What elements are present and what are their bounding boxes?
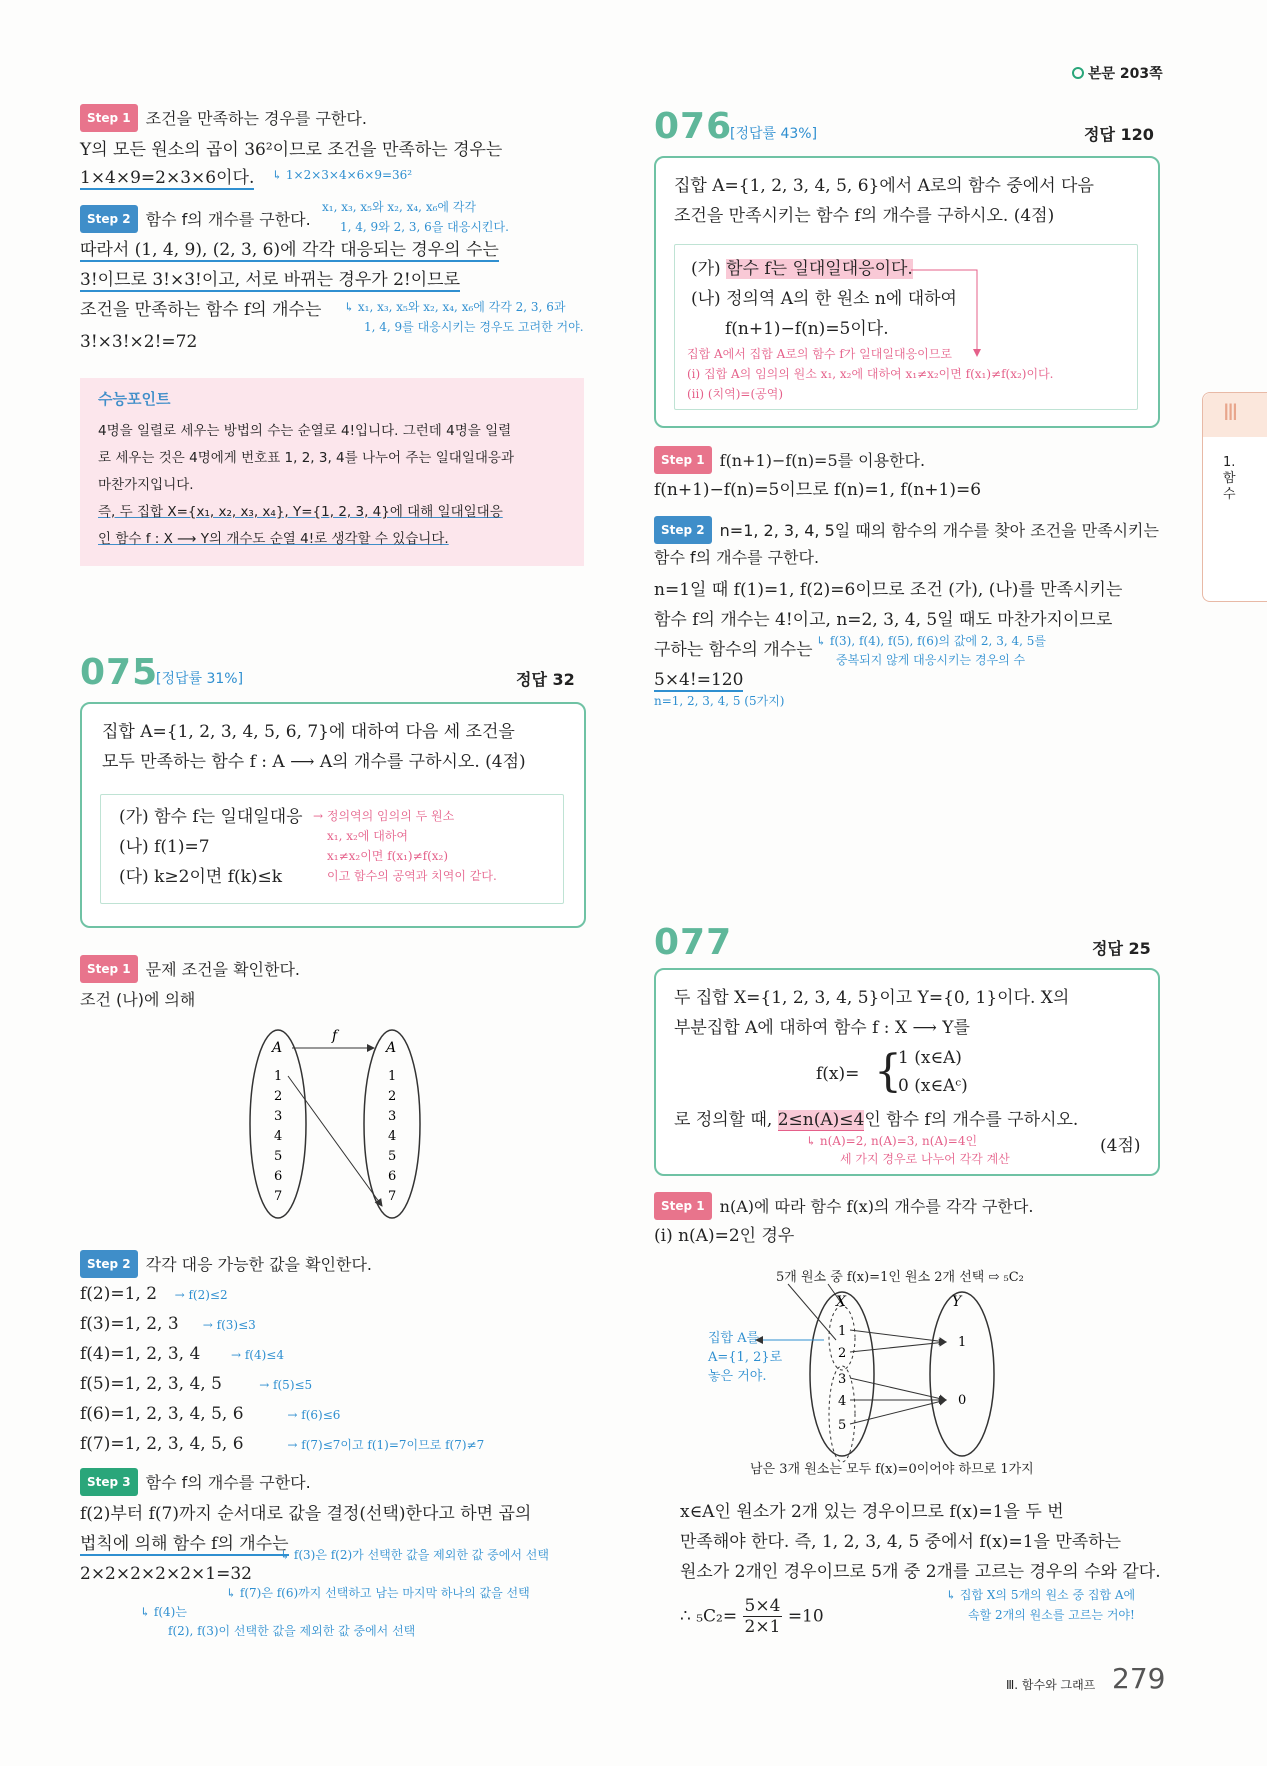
accuracy-rate: [정답률 43%]: [730, 126, 818, 142]
answer-label: 정답 32: [516, 670, 575, 689]
annotation-note: → f(2)≤2: [174, 1288, 228, 1302]
annotation-note: 1×2×3×4×6×9=36²: [285, 168, 413, 182]
problem-number: 075: [80, 652, 159, 693]
problem-box: [80, 702, 586, 928]
text-line: 조건 (나)에 의해: [80, 990, 196, 1009]
diagram-element: 4: [388, 1129, 397, 1144]
annotation-note: f(3), f(4), f(5), f(6)의 값에 2, 3, 4, 5를: [829, 634, 1046, 648]
text-line: 조건을 만족하는 함수 f의 개수는: [80, 300, 322, 320]
diagram-element: 7: [388, 1189, 397, 1204]
text-line: 2×2×2×2×2×1=32: [80, 1564, 252, 1584]
diagram-label-x: X: [836, 1294, 846, 1310]
problem-number: 077: [654, 922, 733, 963]
mapping-arrow: [850, 1330, 946, 1342]
circle-arrow-icon: [1072, 67, 1084, 79]
text-line: 구하는 함수의 개수는: [654, 640, 813, 660]
annotation-note: 1, 4, 9와 2, 3, 6을 대응시킨다.: [340, 220, 509, 234]
text-line: 함수 f의 개수는 4!이고, n=2, 3, 4, 5일 때도 마찬가지이므로: [654, 610, 1113, 630]
page-number: 279: [1112, 1662, 1166, 1695]
diagram-label-codomain: A: [386, 1040, 397, 1056]
annotation-note: 중복되지 않게 대응시키는 경우의 수: [836, 653, 1026, 667]
diagram-label-f: f: [332, 1028, 338, 1044]
step2-heading: Step 2 n=1, 2, 3, 4, 5일 때의 함수의 개수를 찾아 조건을 만족시키는: [654, 516, 1159, 544]
exam-point-line: 4명을 일렬로 세우는 방법의 수는 순열로 4!입니다. 그런데 4명을 일렬: [98, 423, 512, 439]
text-line: 법칙에 의해 함수 f의 개수는: [80, 1534, 289, 1554]
diagram-element: 3: [388, 1109, 397, 1124]
page-reference: 본문 203쪽: [1072, 63, 1163, 83]
chapter-tab[interactable]: [1202, 392, 1267, 602]
mapping-value-row: f(3)=1, 2, 3: [80, 1314, 179, 1334]
condition: (가) 함수 f는 일대일대응: [119, 807, 303, 827]
text-line: f(n+1)−f(n)=5이므로 f(n)=1, f(n+1)=6: [654, 480, 982, 500]
step2-heading: Step 2 각각 대응 가능한 값을 확인한다.: [80, 1250, 372, 1278]
diagram-element: 5: [274, 1149, 283, 1164]
step1-heading: Step 1 조건을 만족하는 경우를 구한다.: [80, 104, 367, 132]
annotation-note: f(4)는: [153, 1605, 187, 1619]
annotation-note: f(3)은 f(2)가 선택한 값을 제외한 값 중에서 선택: [293, 1548, 549, 1562]
annotation-note: → f(7)≤7이고 f(1)=7이므로 f(7)≠7: [287, 1438, 485, 1452]
diagram-element: 7: [274, 1189, 283, 1204]
diagram-element: 1: [838, 1324, 847, 1339]
annotation-note: → f(5)≤5: [259, 1378, 313, 1392]
chapter-title: 1. 함수: [1223, 455, 1236, 502]
step1-heading: Step 1 f(n+1)−f(n)=5를 이용한다.: [654, 446, 925, 474]
annotation-note: x₁, x₃, x₅와 x₂, x₄, x₆에 각각 2, 3, 6과: [357, 300, 566, 314]
mapping-arrow: [850, 1378, 946, 1400]
mapping-value-row: f(2)=1, 2: [80, 1284, 158, 1304]
footer-chapter: Ⅲ. 함수와 그래프: [1006, 1678, 1096, 1692]
diagram-element: 2: [274, 1089, 283, 1104]
diagram-label-y: Y: [952, 1294, 962, 1310]
step1-heading: Step 1 n(A)에 따라 함수 f(x)의 개수를 각각 구한다.: [654, 1192, 1033, 1220]
problem-number: 076: [654, 106, 733, 147]
annotation-note: x₁≠x₂이면 f(x₁)≠f(x₂): [327, 849, 449, 863]
question-text: 집합 A={1, 2, 3, 4, 5, 6}에서 A로의 함수 중에서 다음: [674, 176, 1094, 196]
step1-heading: Step 1 문제 조건을 확인한다.: [80, 955, 300, 983]
piecewise-case: 1 (x∈A): [898, 1048, 962, 1068]
question-text: 조건을 만족시키는 함수 f의 개수를 구하시오. (4점): [674, 206, 1055, 226]
annotation-note: A={1, 2}로: [708, 1350, 783, 1365]
annotation-note: 세 가지 경우로 나누어 각각 계산: [840, 1152, 1010, 1166]
text-line: 원소가 2개인 경우이므로 5개 중 2개를 고르는 경우의 수와 같다.: [680, 1562, 1161, 1582]
step2-heading: Step 2 함수 f의 개수를 구한다.: [80, 205, 311, 233]
problem-box: 두 집합 X={1, 2, 3, 4, 5}이고 Y={0, 1}이다. X의 부분집합 A에 대하여 함수 f : X ⟶ Y를 f(x)= { 1 (x∈A) 0 (x∈Aᶜ) 로 정의할 때, 2≤n(A)≤4인 함수 f의 개수를 구하시오. ↳ n(A)=2, n(A)=3, n(A)=4인 세 가지 경우로 나누어 각각 계산 (4점): [654, 968, 1160, 1176]
piecewise-case: 0 (x∈Aᶜ): [898, 1076, 968, 1096]
text-line: 함수 f의 개수를 구한다.: [654, 548, 820, 567]
diagram-element: 3: [274, 1109, 283, 1124]
text-line: 3!×3!×2!=72: [80, 332, 198, 352]
annotation-note: n=1, 2, 3, 4, 5 (5가지): [654, 694, 785, 708]
conditions-box: (가) 함수 f는 일대일대응 (나) f(1)=7 (다) k≥2이면 f(k)≤k → 정의역의 임의의 두 원소 x₁, x₂에 대하여 x₁≠x₂이면 f(x₁)≠f(x₂) 이고 함수의 공역과 치역이 같다.: [100, 794, 564, 904]
annotation-note: 1, 4, 9를 대응시키는 경우도 고려한 거야.: [364, 320, 584, 334]
text-line: Y의 모든 원소의 곱이 36²이므로 조건을 만족하는 경우는: [80, 140, 503, 160]
annotation-note: 이고 함수의 공역과 치역이 같다.: [327, 869, 497, 883]
diagram-element: 6: [274, 1169, 283, 1184]
answer-label: 정답 25: [1092, 939, 1151, 958]
mapping-arrow: [850, 1400, 946, 1424]
step3-heading: Step 3 함수 f의 개수를 구한다.: [80, 1468, 311, 1496]
diagram-element: 5: [388, 1149, 397, 1164]
exam-point-line: 인 함수 f : X ⟶ Y의 개수도 순열 4!로 생각할 수 있습니다.: [98, 531, 449, 547]
annotation-note: 집합 X의 5개의 원소 중 집합 A에: [959, 1588, 1136, 1602]
accuracy-rate: [정답률 31%]: [156, 671, 244, 687]
annotation-note: (ii) (치역)=(공역): [687, 387, 784, 401]
annotation-note: x₁, x₃, x₅와 x₂, x₄, x₆에 각각: [322, 200, 476, 214]
diagram-element: 2: [388, 1089, 397, 1104]
diagram-element: 0: [958, 1393, 967, 1408]
diagram-label-domain: A: [272, 1040, 283, 1056]
piecewise-lhs: f(x)=: [816, 1064, 860, 1084]
condition: (나) f(1)=7: [119, 837, 210, 857]
annotation-note: f(7)은 f(6)까지 선택하고 남는 마지막 하나의 값을 선택: [239, 1586, 530, 1600]
conditions-box: (가) 함수 f는 일대일대응이다. (나) 정의역 A의 한 원소 n에 대하여 f(n+1)−f(n)=5이다. 집합 A에서 집합 A로의 함수 f가 일대일대응이므로 (i) 집합 A의 임의의 원소 x₁, x₂에 대하여 x₁≠x₂이면 f(x₁)≠f(x₂)이다. (ii) (치역)=(공역): [674, 244, 1138, 410]
exam-point-title: 수능포인트: [98, 390, 171, 408]
question-text: 집합 A={1, 2, 3, 4, 5, 6, 7}에 대하여 다음 세 조건을: [102, 722, 515, 742]
chapter-roman: Ⅲ: [1223, 401, 1239, 426]
annotation-note: 정의역의 임의의 두 원소: [326, 809, 455, 823]
annotation-note: x₁, x₂에 대하여: [327, 829, 408, 843]
text-line: 만족해야 한다. 즉, 1, 2, 3, 4, 5 중에서 f(x)=1을 만족하는: [680, 1532, 1122, 1552]
mapping-value-row: f(4)=1, 2, 3, 4: [80, 1344, 201, 1364]
piecewise-brace: {: [874, 1046, 902, 1097]
diagram-caption: 5개 원소 중 f(x)=1인 원소 2개 선택 ⇨ ₅C₂: [776, 1270, 1024, 1285]
annotation-note: → f(4)≤4: [231, 1348, 284, 1362]
text-line: (i) n(A)=2인 경우: [654, 1226, 795, 1246]
text-line: x∈A인 원소가 2개 있는 경우이므로 f(x)=1을 두 번: [680, 1502, 1064, 1522]
diagram-element: 1: [274, 1069, 283, 1084]
diagram-caption: 남은 3개 원소는 모두 f(x)=0이어야 하므로 1가지: [750, 1462, 1034, 1477]
annotation-note: (i) 집합 A의 임의의 원소 x₁, x₂에 대하여 x₁≠x₂이면 f(x₁)≠f(x₂)이다.: [687, 367, 1054, 381]
text-line: 1×4×9=2×3×6이다.: [80, 168, 255, 188]
question-text: 모두 만족하는 함수 f : A ⟶ A의 개수를 구하시오. (4점): [102, 752, 526, 772]
answer-label: 정답 120: [1084, 125, 1154, 144]
diagram-element: 3: [838, 1372, 847, 1387]
question-text: 부분집합 A에 대하여 함수 f : X ⟶ Y를: [674, 1018, 970, 1038]
diagram-element: 6: [388, 1169, 397, 1184]
mapping-value-row: f(5)=1, 2, 3, 4, 5: [80, 1374, 222, 1394]
mapping-value-row: f(7)=1, 2, 3, 4, 5, 6: [80, 1434, 244, 1454]
diagram-element: 2: [838, 1346, 847, 1361]
annotation-note: 집합 A에서 집합 A로의 함수 f가 일대일대응이므로: [687, 347, 952, 361]
annotation-note: 놓은 거야.: [708, 1369, 767, 1384]
condition: (다) k≥2이면 f(k)≤k: [119, 867, 283, 887]
problem-box: [654, 156, 1160, 428]
exam-point-line: 마찬가지입니다.: [98, 477, 194, 493]
text-line: 3!이므로 3!×3!이고, 서로 바뀌는 경우가 2!이므로: [80, 270, 461, 290]
annotation-note: 속할 2개의 원소를 고르는 거야!: [968, 1608, 1135, 1622]
diagram-element: 4: [274, 1129, 283, 1144]
diagram-element: 5: [838, 1418, 847, 1433]
diagram-element: 1: [388, 1069, 397, 1084]
annotation-note: f(2), f(3)이 선택한 값을 제외한 값 중에서 선택: [168, 1624, 416, 1638]
annotation-note: n(A)=2, n(A)=3, n(A)=4인: [819, 1134, 978, 1148]
annotation-note: → f(3)≤3: [202, 1318, 256, 1332]
connector-arrow: [911, 269, 991, 359]
condition: (나) 정의역 A의 한 원소 n에 대하여: [691, 289, 957, 309]
annotation-note: 집합 A를: [708, 1331, 760, 1346]
text-line: 5×4!=120: [654, 670, 744, 690]
annotation-note: → f(6)≤6: [287, 1408, 341, 1422]
mapping-value-row: f(6)=1, 2, 3, 4, 5, 6: [80, 1404, 244, 1424]
mapping-diagram: [230, 1020, 430, 1220]
exam-point-text: [98, 418, 514, 553]
question-text: 두 집합 X={1, 2, 3, 4, 5}이고 Y={0, 1}이다. X의: [674, 988, 1070, 1008]
condition: f(n+1)−f(n)=5이다.: [725, 319, 889, 339]
exam-point-line: 즉, 두 집합 X={x₁, x₂, x₃, x₄}, Y={1, 2, 3, 4}에 대해 일대일대응: [98, 504, 503, 520]
diagram-element: 4: [838, 1394, 847, 1409]
diagram-element: 1: [958, 1335, 967, 1350]
score: (4점): [1100, 1136, 1141, 1156]
text-line: 따라서 (1, 4, 9), (2, 3, 6)에 각각 대응되는 경우의 수는: [80, 240, 499, 260]
exam-point-box: [80, 378, 584, 566]
text-line: n=1일 때 f(1)=1, f(2)=6이므로 조건 (가), (나)를 만족시키는: [654, 580, 1123, 600]
exam-point-line: 로 세우는 것은 4명에게 번호표 1, 2, 3, 4를 나누어 주는 일대일대응과: [98, 450, 515, 466]
combination-formula: ∴ ₅C₂= $\frac{5\times 4}{2\times 1}$ =10: [680, 1596, 824, 1637]
text-line: f(2)부터 f(7)까지 순서대로 값을 결정(선택)한다고 하면 곱의: [80, 1504, 532, 1524]
